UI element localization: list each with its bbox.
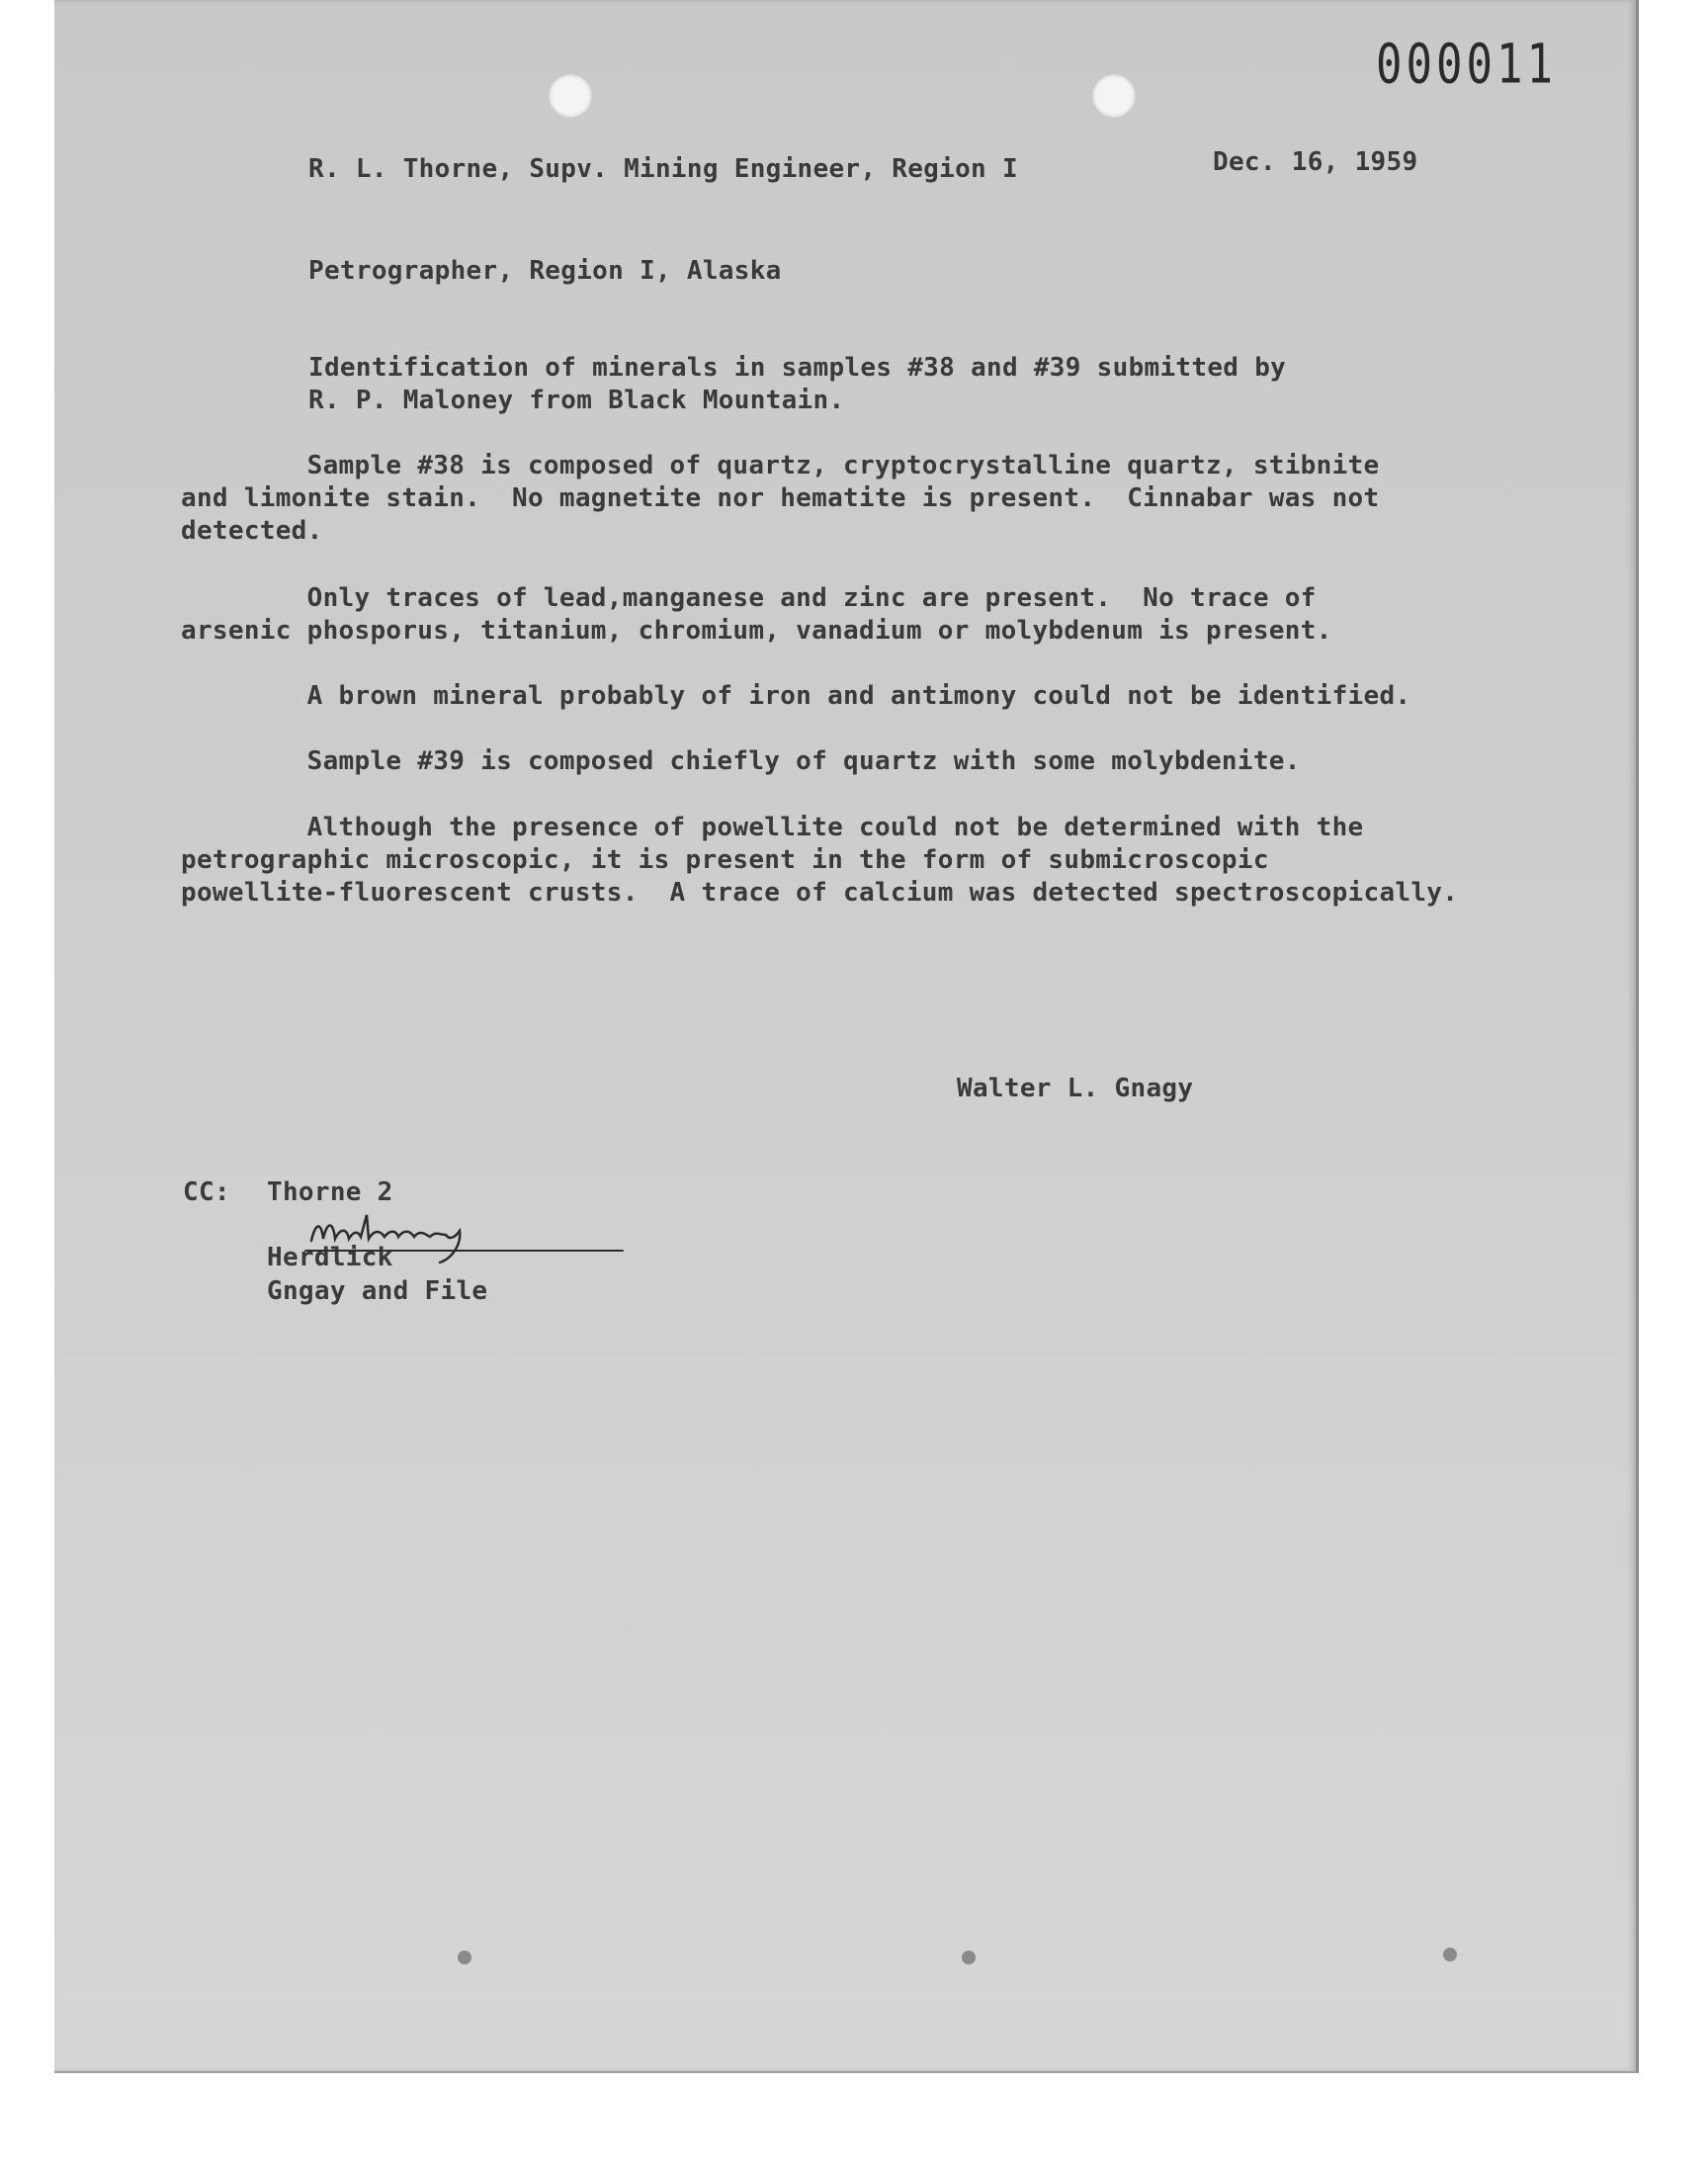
- document-page: [54, 0, 1639, 2073]
- cc-item-herdlick: Herdlick: [267, 1243, 393, 1272]
- cc-item-thorne: Thorne 2: [267, 1177, 393, 1207]
- paragraph-sample-38: Sample #38 is composed of quartz, cryptocrystalline quartz, stibnite and limonite stain. No magnetite nor hematite is present. Cinnabar was not detected.: [181, 451, 1380, 546]
- staple-mark-center: [962, 1951, 976, 1964]
- cc-label: CC:: [183, 1177, 230, 1207]
- memo-date: Dec. 16, 1959: [1213, 147, 1418, 177]
- signer-name: Walter L. Gnagy: [957, 1074, 1194, 1103]
- punch-hole-right: [1092, 74, 1136, 118]
- to-line: R. L. Thorne, Supv. Mining Engineer, Region I: [308, 154, 1018, 184]
- paragraph-powellite: Although the presence of powellite could not be determined with the petrographic microscopic, it is present in the form of submicroscopic powellite-fluorescent crusts. A trace of calcium was detected spectroscopically.: [181, 813, 1459, 908]
- staple-mark-left: [458, 1951, 471, 1964]
- page-number-stamp: 000011: [1376, 33, 1557, 97]
- cc-item-gngay-file: Gngay and File: [267, 1276, 488, 1306]
- subject-line-1: Identification of minerals in samples #38 and #39 submitted by: [308, 353, 1287, 383]
- subject-line-2: R. P. Maloney from Black Mountain.: [308, 386, 845, 415]
- paragraph-traces: Only traces of lead,manganese and zinc are present. No trace of arsenic phosporus, titanium, chromium, vanadium or molybdenum is present.: [181, 583, 1332, 646]
- staple-mark-right: [1443, 1948, 1457, 1961]
- punch-hole-left: [549, 74, 592, 118]
- paragraph-sample-39: Sample #39 is composed chiefly of quartz with some molybdenite.: [181, 746, 1301, 776]
- paragraph-brown-mineral: A brown mineral probably of iron and antimony could not be identified.: [181, 681, 1411, 711]
- handwritten-maloney-signature: [301, 1201, 638, 1270]
- from-line: Petrographer, Region I, Alaska: [308, 256, 782, 286]
